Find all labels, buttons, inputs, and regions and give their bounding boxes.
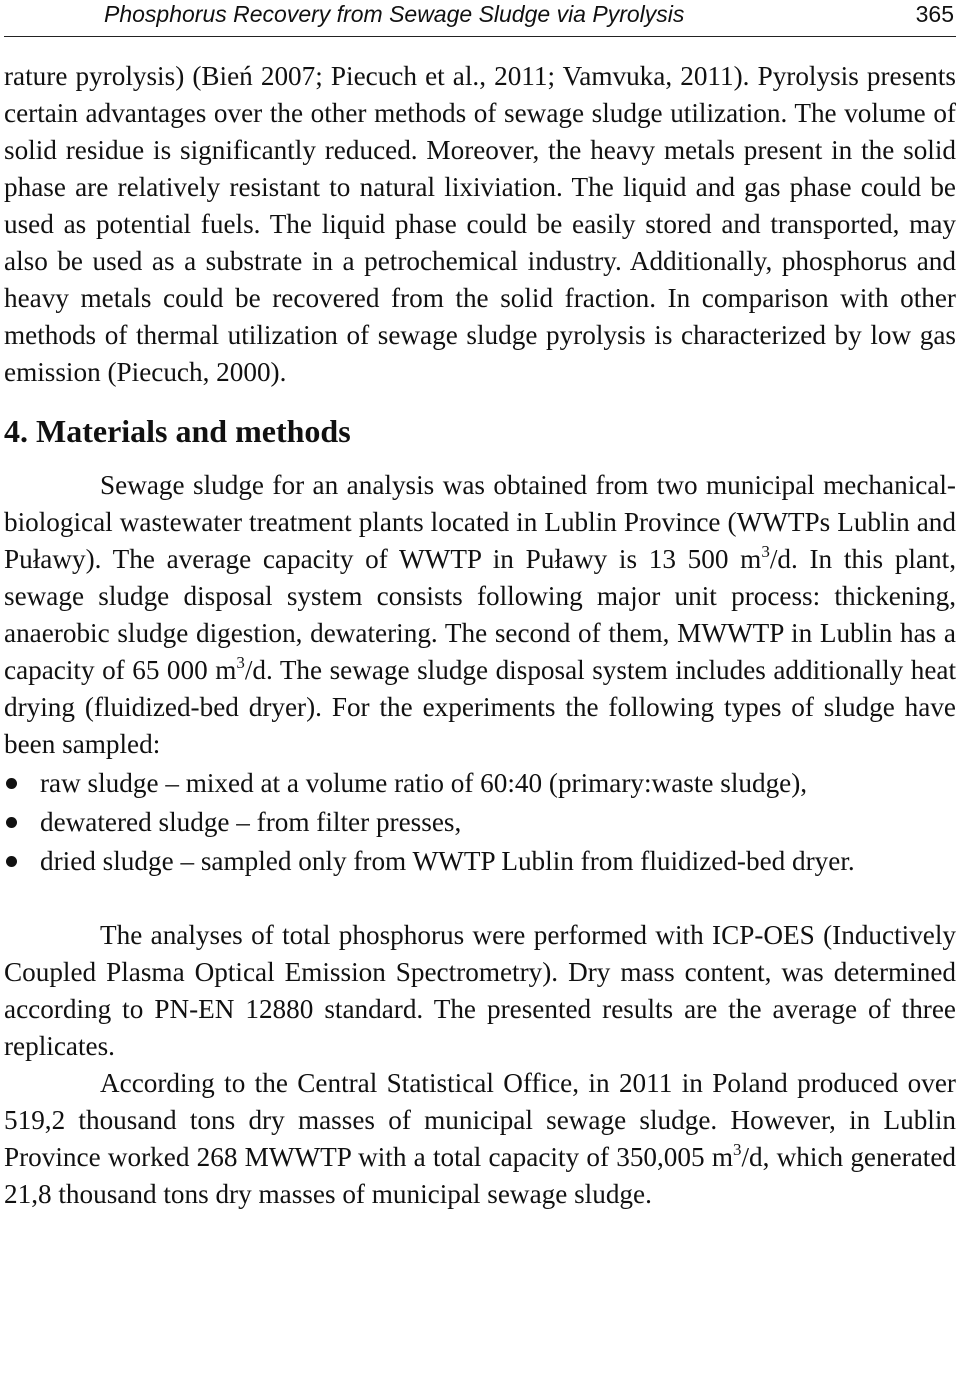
statistics-paragraph	[4, 1065, 956, 1213]
bullet-icon	[6, 856, 17, 867]
materials-text-3: /d. The sewage sludge disposal system includes additionally heat drying (fluidized-bed dryer). For the experiments the following types of sludge have been sampled:	[4, 655, 957, 759]
list-item	[4, 765, 956, 802]
list-item	[4, 843, 956, 880]
materials-paragraph	[4, 467, 956, 763]
analysis-paragraph: The analyses of total phosphorus were performed with ICP-OES (Inductively Coupled Plasma Optical Emission Spectrometry). Dry mass content, was determined according to PN-EN 12880 standard. The presented results are the average of three replicates.	[4, 920, 956, 1061]
materials-text-1: Sewage sludge for an analysis was obtained from two municipal mechanical-biological wastewater treatment plants located in Lublin Province (WWTPs Lublin and Puławy). The average capacity of WWTP in Puławy is 13 500 m	[4, 470, 956, 574]
document-body	[4, 58, 956, 1213]
bullet-icon	[6, 817, 17, 828]
superscript-3: 3	[236, 653, 245, 672]
sludge-types-list	[4, 765, 956, 880]
list-item-text: dewatered sludge – from filter presses,	[40, 807, 462, 837]
section-heading: 4. Materials and methods	[4, 413, 351, 449]
page-number: 365	[915, 1, 954, 27]
statistics-text-1: According to the Central Statistical Office, in 2011 in Poland produced over 519,2 thousand tons dry masses of municipal sewage sludge. However, in Lublin Province worked 268 MWWTP with a total capacity of 350,005 m	[4, 1068, 956, 1172]
running-header	[4, 0, 956, 37]
intro-paragraph: rature pyrolysis) (Bień 2007; Piecuch et al., 2011; Vamvuka, 2011). Pyrolysis presents certain advantages over the other methods of sewage sludge utilization. The volume of solid residue is significantly reduced. Moreover, the heavy metals present in the solid phase are relatively resistant to natural lixiviation. The liquid and gas phase could be used as potential fuels. The liquid phase could be easily stored and transported, may also be used as a substrate in a petrochemical industry. Additionally, phosphorus and heavy metals could be recovered from the solid fraction. In comparison with other methods of thermal utilization of sewage sludge pyrolysis is characterized by low gas emission (Piecuch, 2000).	[4, 61, 956, 387]
bullet-icon	[6, 778, 17, 789]
statistics-text-2: /d, which generated 21,8 thousand tons dry masses of municipal sewage sludge.	[4, 1142, 956, 1209]
materials-text-2: /d. In this plant, sewage sludge disposal system consists following major unit process: thickening, anaerobic sludge digestion, dewatering. The second of them, MWWTP in Lublin has a capacity of 65 000 m	[4, 544, 956, 685]
superscript-3: 3	[732, 1140, 742, 1159]
list-item	[4, 804, 956, 841]
list-item-text: dried sludge – sampled only from WWTP Lublin from fluidized-bed dryer.	[40, 846, 855, 876]
document-page	[4, 0, 956, 1213]
superscript-3: 3	[761, 542, 770, 561]
list-item-text: raw sludge – mixed at a volume ratio of 60:40 (primary:waste sludge),	[40, 768, 808, 798]
running-header-title: Phosphorus Recovery from Sewage Sludge via Pyrolysis	[104, 1, 685, 27]
